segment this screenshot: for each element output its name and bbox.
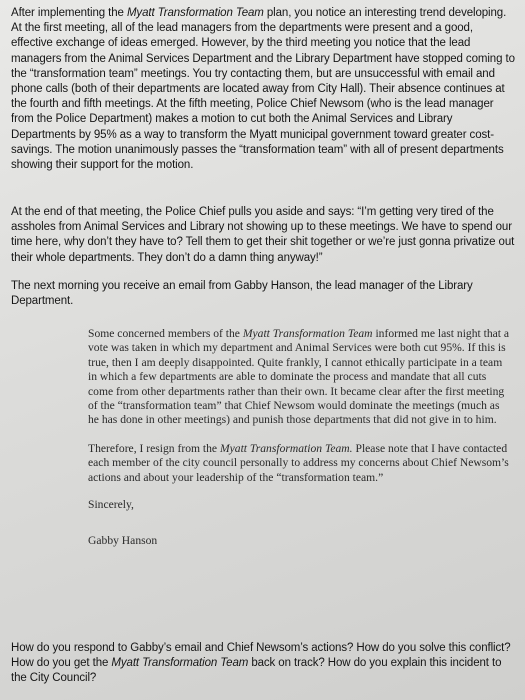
police-chief-quote-paragraph: At the end of that meeting, the Police Chief pulls you aside and says: “I’m getting very tired of the assholes from Animal Services and Library not showing up to these meetings. We have to spend our time here, why don’t they have to? Tell them to get their shit together or we’re just gonna privatize out their whole departments. They don’t do a damn thing anyway!”	[11, 206, 515, 264]
letter-paragraph-2	[88, 442, 513, 485]
letter-p2-start: Therefore, I resign from the	[88, 441, 220, 455]
letter-team-name-italic-2: Myatt Transformation Team.	[219, 441, 353, 455]
letter-signature: Gabby Hanson	[88, 534, 158, 548]
scenario-paragraph	[11, 6, 516, 173]
email-intro-paragraph: The next morning you receive an email from Gabby Hanson, the lead manager of the Library Department.	[11, 280, 473, 308]
letter-team-name-italic: Myatt Transformation Team	[242, 327, 373, 340]
team-name-italic: Myatt Transformation Team	[126, 7, 264, 19]
letter-paragraph-1	[88, 327, 513, 428]
discussion-questions	[11, 641, 516, 687]
question-text-start: How do you respond to Gabby’s email and Chief Newsom’s actions? How do you solve this conflict? How do you get the	[11, 642, 511, 670]
letter-p1-start: Some concerned members of the	[88, 327, 243, 340]
para1-text-start: After implementing the	[11, 7, 127, 19]
para1-text-rest: plan, you notice an interesting trend developing. At the first meeting, all of the lead managers from the departments were present and a good, effective exchange of ideas emerged. However, by the third meeting you notice that the lead managers from the Animal Services Department and the Library Department have stopped coming to the “transformation team” meetings. You try contacting them, but are unsuccessful with email and phone calls (both of their departments are located away from City Hall). Their absence continues at the fourth and fifth meetings. At the fifth meeting, Police Chief Newsom (who is the lead manager from the Police Department) makes a motion to cut both the Animal Services and Library Departments by 95% as a way to transform the Myatt municipal government toward greater cost-savings. The motion unanimously passes the “transformation team” with all of present departments showing their support for the motion.	[11, 7, 515, 172]
question-text-rest: back on track? How do you explain this incident to the City Council?	[11, 657, 502, 685]
email-letter	[88, 327, 513, 549]
question-team-name-italic: Myatt Transformation Team	[111, 657, 249, 670]
letter-closing: Sincerely,	[88, 498, 134, 512]
letter-p2-rest: Please note that I have contacted each member of the city council personally to address my concerns about Chief Newsom’s actions and about your leadership of the “transformation team.”	[88, 441, 509, 484]
letter-p1-rest: informed me last night that a vote was taken in which my department and Animal Services were both cut 95%. If this is true, then I am deeply disappointed. Quite frankly, I cannot ethically participate in a team in which a few departments are able to dominate the process and mandate that all cuts come from other departments rather than their own. It became clear after the first meeting of the “transformation team” that Chief Newsom would dominate the meetings (much as he has done in other meetings) and punish those departments that did not give in to him.	[88, 327, 510, 427]
